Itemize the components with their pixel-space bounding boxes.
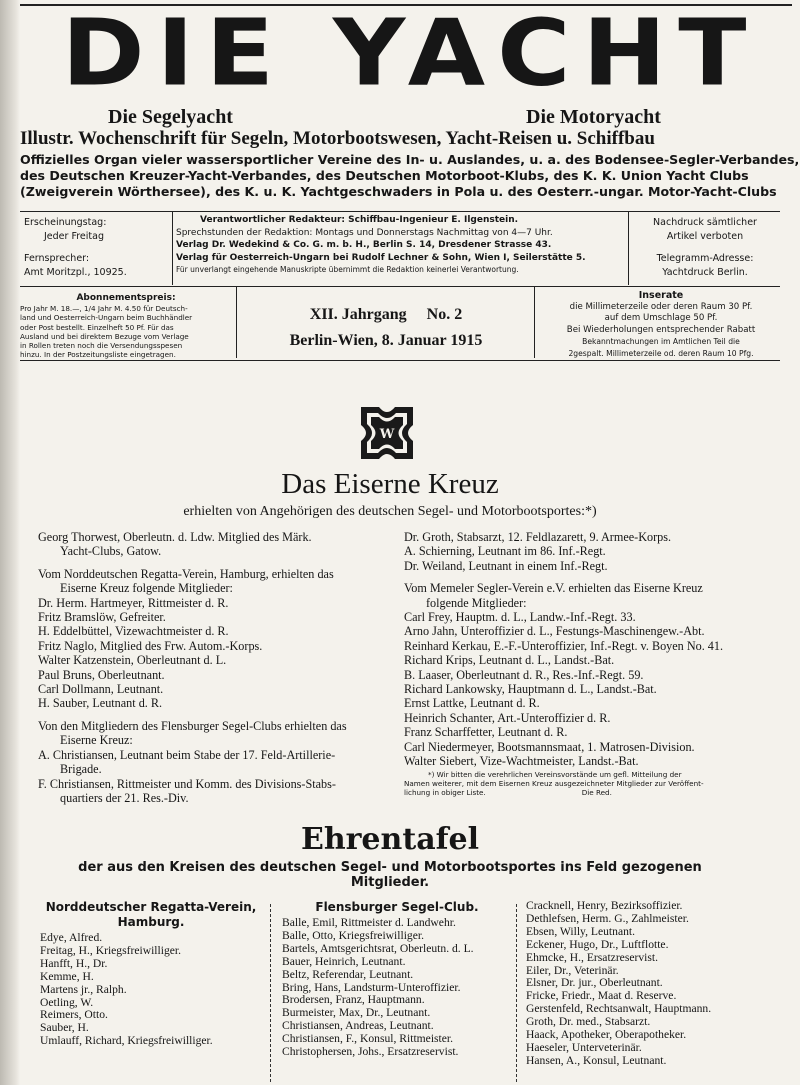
advertising-line: 2gespalt. Millimeterzeile od. deren Raum 10 Pfg. <box>568 348 754 358</box>
column-divider <box>516 904 517 1082</box>
honor-entry: Edye, Alfred. <box>40 931 103 944</box>
honor-entry: Gerstenfeld, Rechtsanwalt, Hauptmann. <box>526 1002 712 1016</box>
list-item: A. Christiansen, Leutnant beim Stabe der 17. Feld-Artillerie- <box>38 747 336 762</box>
info-line: Amt Moritzpl., 10925. <box>24 267 127 278</box>
page-binding-edge <box>0 0 20 1085</box>
honor-entry: Ehmcke, H., Ersatzreservist. <box>526 950 658 964</box>
list-item: Franz Scharffetter, Leutnant d. R. <box>404 725 568 740</box>
honor-club-heading <box>40 900 262 930</box>
list-item: Walter Katzenstein, Oberleutnant d. L. <box>38 653 227 668</box>
list-item: A. Schierning, Leutnant im 86. Inf.-Regt. <box>404 544 606 559</box>
honor-club-heading-line: Hamburg. <box>117 915 185 929</box>
column-divider <box>236 286 237 358</box>
honor-entry: Bauer, Heinrich, Leutnant. <box>282 954 406 968</box>
honor-entry: Fricke, Friedr., Maat d. Reserve. <box>526 989 677 1003</box>
column-divider <box>270 904 271 1082</box>
honor-entry: Cracknell, Henry, Bezirksoffizier. <box>526 899 683 912</box>
list-item: Heinrich Schanter, Art.-Unteroffizier d. R. <box>404 710 611 725</box>
advertising-line: die Millimeterzeile oder deren Raum 30 Pf. <box>569 301 753 312</box>
list-continuation: Yacht-Clubs, Gatow. <box>60 544 162 559</box>
advertising-line: auf dem Umschlage 50 Pf. <box>604 313 718 324</box>
subscription-line: oder Post bestellt. Einzelheft 50 Pf. Für das <box>20 322 174 332</box>
list-item: H. Eddelbüttel, Vizewachtmeister d. R. <box>38 624 229 639</box>
list-item: Richard Lankowsky, Hauptmann d. L., Landst.-Bat. <box>404 682 657 697</box>
organ-line: Offizielles Organ vieler wassersportlicher Vereine des In- u. Auslandes, u. a. des Bodensee-Segler-Verbandes, <box>20 152 800 167</box>
info-publication <box>24 216 184 280</box>
advertising-line: Bei Wiederholungen entsprechender Rabatt <box>566 324 756 335</box>
rule <box>20 360 780 361</box>
honor-entry: Christiansen, Andreas, Leutnant. <box>282 1019 434 1033</box>
list-item: Carl Frey, Hauptm. d. L., Landw.-Inf.-Regt. 33. <box>404 610 636 625</box>
iron-cross-icon <box>359 405 415 461</box>
list-item: Dr. Weiland, Leutnant in einem Inf.-Regt. <box>404 558 608 573</box>
subscription-line: Ausland und bei direktem Bezuge vom Verlage <box>20 331 189 341</box>
honor-entry: Brodersen, Franz, Hauptmann. <box>282 993 425 1007</box>
honor-entry: Bartels, Amtsgerichtsrat, Oberleutn. d. L. <box>282 941 474 955</box>
honor-entry: Reimers, Otto. <box>40 1008 108 1022</box>
column-divider <box>172 211 173 285</box>
advertising-heading: Inserate <box>638 290 684 301</box>
list-item: F. Christiansen, Rittmeister und Komm. des Divisions-Stabs- <box>38 776 336 791</box>
subscription-heading: Abonnementspreis: <box>76 293 176 303</box>
subtitle-segelyacht: Die Segelyacht <box>108 106 233 128</box>
honor-entry: Kemme, H. <box>40 969 94 983</box>
list-item: Ernst Lattke, Leutnant d. R. <box>404 696 540 711</box>
honor-entry: Eckener, Hugo, Dr., Luftflotte. <box>526 937 669 951</box>
honor-entry: Christiansen, F., Konsul, Rittmeister. <box>282 1032 454 1046</box>
kreuz-left-column <box>38 530 388 805</box>
list-continuation: Brigade. <box>60 762 102 777</box>
advertising-line: Bekanntmachungen im Amtlichen Teil die <box>582 337 740 347</box>
honor-column-hamburg <box>40 900 262 1048</box>
honor-entry: Haeseler, Unterveterinär. <box>526 1040 642 1054</box>
honor-entry: Haack, Apotheker, Oberapotheker. <box>526 1028 687 1042</box>
list-item: Dr. Herm. Hartmeyer, Rittmeister d. R. <box>38 595 229 610</box>
list-continuation: quartiers der 21. Res.-Div. <box>60 790 189 805</box>
list-item: Carl Niedermeyer, Bootsmannsmaat, 1. Matrosen-Division. <box>404 739 695 754</box>
column-divider <box>534 286 535 358</box>
info-line: Erscheinungstag: <box>24 217 107 228</box>
honor-roll-title: Ehrentafel <box>300 822 480 857</box>
honor-entry: Balle, Emil, Rittmeister d. Landwehr. <box>282 916 456 929</box>
list-item: Vom Norddeutschen Regatta-Verein, Hamburg, erhielten das <box>38 566 334 581</box>
subtitle-motoryacht: Die Motoryacht <box>526 106 661 128</box>
info-line: Sprechstunden der Redaktion: Montags und Donnerstags Nachmittag von 4—7 Uhr. <box>176 227 553 238</box>
list-item: Georg Thorwest, Oberleutn. d. Ldw. Mitglied des Märk. <box>38 530 312 544</box>
info-line: Yachtdruck Berlin. <box>662 267 748 278</box>
footnote-line: *) Wir bitten die verehrlichen Vereinsvorstände um gefl. Mitteilung der <box>428 770 682 779</box>
info-line: Für unverlangt eingehende Manuskripte übernimmt die Redaktion keinerlei Verantwortung. <box>176 265 519 275</box>
article-subtitle: erhielten von Angehörigen des deutschen Segel- und Motorbootsportes:*) <box>183 504 597 519</box>
honor-entry: Hansen, A., Konsul, Leutnant. <box>526 1053 667 1067</box>
issue-volume: XII. Jahrgang No. 2 <box>309 306 463 323</box>
info-line: Verantwortlicher Redakteur: Schiffbau-Ingenieur E. Ilgenstein. <box>200 215 519 225</box>
honor-club-heading-line: Flensburger Segel-Club. <box>315 900 479 914</box>
official-organ-text <box>20 152 800 200</box>
honor-entry: Oetling, W. <box>40 995 94 1009</box>
list-item: Paul Bruns, Oberleutnant. <box>38 667 165 682</box>
info-editorial <box>176 214 626 277</box>
list-item: Reinhard Kerkau, E.-F.-Unteroffizier, Inf.-Regt. v. Boyen No. 41. <box>404 638 724 653</box>
masthead-title: DIE YACHT <box>61 0 759 107</box>
info-line: Jeder Freitag <box>44 231 104 242</box>
honor-entry: Elsner, Dr. jur., Oberleutnant. <box>526 976 663 990</box>
list-item: Carl Dollmann, Leutnant. <box>38 682 164 697</box>
honor-entry: Dethlefsen, Herm. G., Zahlmeister. <box>526 911 689 925</box>
list-continuation: Eiserne Kreuz: <box>60 733 133 748</box>
list-item: Fritz Bramslöw, Gefreiter. <box>38 610 166 625</box>
list-item: H. Sauber, Leutnant d. R. <box>38 696 163 711</box>
wochenschrift-line: Illustr. Wochenschrift für Segeln, Motorbootswesen, Yacht-Reisen u. Schiffbau <box>20 128 655 149</box>
honor-entry: Eiler, Dr., Veterinär. <box>526 963 619 977</box>
list-item: Vom Memeler Segler-Verein e.V. erhielten das Eiserne Kreuz <box>404 581 703 596</box>
honor-entry: Sauber, H. <box>40 1021 89 1035</box>
rule <box>20 211 780 212</box>
svg-text:W: W <box>379 427 395 442</box>
honor-entry: Groth, Dr. med., Stabsarzt. <box>526 1015 651 1029</box>
info-telegram <box>630 216 780 280</box>
honor-club-heading-line: Norddeutscher Regatta-Verein, <box>45 900 257 914</box>
honor-entry: Martens jr., Ralph. <box>40 982 127 996</box>
honor-entry: Burmeister, Max, Dr., Leutnant. <box>282 1006 431 1020</box>
honor-column-flensburg-cont <box>526 900 788 1068</box>
subscription-line: hinzu. In der Postzeitungsliste eingetragen. <box>20 350 176 360</box>
column-divider <box>628 211 629 285</box>
advertising-box <box>536 290 786 360</box>
subscription-box <box>20 294 232 359</box>
list-item: B. Laaser, Oberleutnant d. R., Res.-Inf.-Regt. 59. <box>404 667 644 682</box>
subscription-line: Pro Jahr M. 18.—, 1/4 Jahr M. 4.50 für Deutsch- <box>20 304 188 314</box>
footnote <box>404 770 748 797</box>
list-continuation: Eiserne Kreuz folgende Mitglieder: <box>60 581 233 596</box>
organ-line: (Zweigverein Wörthersee), des K. u. K. Yachtgeschwaders in Pola u. des Oesterr.-ungar. Motor-Yacht-Clubs <box>20 184 777 199</box>
honor-entry: Balle, Otto, Kriegsfreiwilliger. <box>282 928 424 942</box>
footnote-line: Namen weiterer, mit dem Eisernen Kreuz ausgezeichneter Mitglieder zur Veröffent- <box>404 779 704 788</box>
kreuz-right-column <box>404 530 774 769</box>
list-continuation: folgende Mitglieder: <box>426 595 527 610</box>
list-item: Richard Krips, Leutnant d. L., Landst.-Bat. <box>404 653 615 668</box>
honor-roll-subtitle: der aus den Kreisen des deutschen Segel- und Motorbootsportes ins Feld gezogenen Mitglieder. <box>78 860 702 890</box>
honor-entry: Christophersen, Johs., Ersatzreservist. <box>282 1045 459 1059</box>
rule <box>20 286 780 287</box>
honor-entry: Beltz, Referendar, Leutnant. <box>282 967 414 981</box>
honor-entry: Hanfft, H., Dr. <box>40 956 108 970</box>
organ-line: des Deutschen Kreuzer-Yacht-Verbandes, des Deutschen Motorboot-Klubs, des K. K. Union Yacht Clubs <box>20 168 749 183</box>
info-line: Fernsprecher: <box>24 253 90 264</box>
honor-club-heading <box>282 900 512 915</box>
honor-entry: Umlauff, Richard, Kriegsfreiwilliger. <box>40 1034 213 1048</box>
list-item: Fritz Naglo, Mitglied des Frw. Autom.-Korps. <box>38 638 263 653</box>
issue-info <box>240 302 532 354</box>
honor-entry: Ebsen, Willy, Leutnant. <box>526 924 636 938</box>
list-item: Dr. Groth, Stabsarzt, 12. Feldlazarett, 9. Armee-Korps. <box>404 530 672 544</box>
info-line: Nachdruck sämtlicher <box>653 217 757 228</box>
honor-column-flensburg <box>282 900 512 1059</box>
list-item: Walter Siebert, Vize-Wachtmeister, Landst.-Bat. <box>404 754 639 769</box>
list-item: Von den Mitgliedern des Flensburger Segel-Clubs erhielten das <box>38 718 347 733</box>
info-line: Verlag Dr. Wedekind & Co. G. m. b. H., Berlin S. 14, Dresdener Strasse 43. <box>176 240 552 251</box>
honor-entry: Freitag, H., Kriegsfreiwilliger. <box>40 943 182 957</box>
subscription-line: in Rollen treten noch die Versendungsspesen <box>20 341 183 351</box>
info-line: Telegramm-Adresse: <box>656 253 754 264</box>
info-line: Verlag für Oesterreich-Ungarn bei Rudolf Lechner & Sohn, Wien I, Seilerstätte 5. <box>176 252 586 263</box>
subscription-line: land und Oesterreich-Ungarn beim Buchhändler <box>20 313 193 323</box>
info-line: Artikel verboten <box>666 231 744 242</box>
article-title: Das Eiserne Kreuz <box>281 468 499 500</box>
footnote-line: lichung in obiger Liste. Die Red. <box>404 788 612 797</box>
issue-date: Berlin-Wien, 8. Januar 1915 <box>289 332 483 349</box>
list-item: Arno Jahn, Unteroffizier d. L., Festungs-Maschinengew.-Abt. <box>404 624 705 639</box>
honor-entry: Bring, Hans, Landsturm-Unteroffizier. <box>282 980 461 994</box>
